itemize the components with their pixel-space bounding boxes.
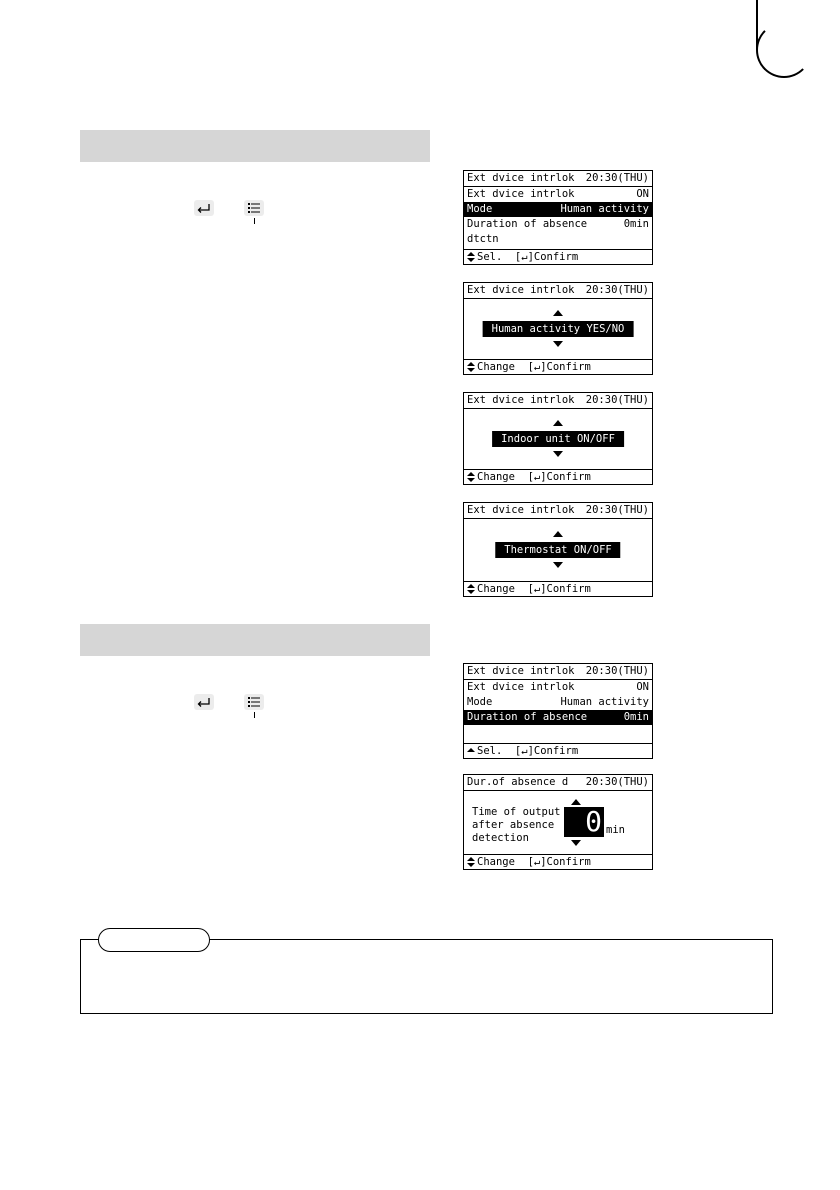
down-arrow-icon[interactable]: [553, 451, 563, 457]
section-header-band: [80, 624, 430, 656]
option-value: Indoor unit ON/OFF: [492, 431, 624, 447]
menu-list-icon: [244, 200, 264, 216]
lcd-screen-settings: [463, 170, 653, 265]
lcd-title: Ext dvice intrlok: [467, 172, 575, 184]
lcd-screen-option: [463, 392, 653, 485]
lcd-row[interactable]: Mode Human activity: [467, 696, 649, 708]
lcd-time: 20:30: [585, 394, 618, 406]
up-arrow-icon[interactable]: [553, 531, 563, 537]
lcd-time: 20:30: [585, 284, 618, 296]
lcd-row[interactable]: Duration of absence dtctn 0min: [467, 218, 649, 245]
lcd-time: 20:30: [585, 665, 618, 677]
lcd-title: Ext dvice intrlok: [467, 665, 575, 677]
section-header-band: [80, 130, 430, 162]
up-down-arrow-icon: [467, 362, 475, 372]
up-down-arrow-icon: [467, 584, 475, 594]
enter-key-icon: [194, 200, 214, 216]
lcd-title: Dur.of absence d: [467, 776, 569, 788]
lcd-screen-duration: [463, 774, 653, 870]
down-arrow-icon[interactable]: [553, 341, 563, 347]
up-down-arrow-icon: [467, 252, 475, 262]
up-arrow-icon: [467, 746, 475, 756]
lcd-title-bar: [464, 171, 652, 187]
up-arrow-icon[interactable]: [553, 310, 563, 316]
lcd-time: 20:30: [585, 172, 618, 184]
duration-description: Time of output after absence detection: [472, 806, 561, 844]
lcd-title: Ext dvice intrlok: [467, 504, 575, 516]
down-arrow-icon[interactable]: [571, 840, 581, 846]
lcd-footer: Sel. [↵]Confirm: [464, 249, 652, 264]
lcd-footer: Change [↵]Confirm: [464, 581, 652, 596]
lcd-screen-option: [463, 282, 653, 375]
lcd-time: 20:30: [585, 504, 618, 516]
option-value: Human activity YES/NO: [483, 321, 634, 337]
lcd-footer: Change [↵]Confirm: [464, 469, 652, 484]
lcd-title: Ext dvice intrlok: [467, 284, 575, 296]
down-arrow-icon[interactable]: [553, 562, 563, 568]
lcd-row[interactable]: Ext dvice intrlok ON: [467, 681, 649, 693]
lcd-day: (THU): [617, 172, 649, 184]
up-down-arrow-icon: [467, 857, 475, 867]
lcd-row[interactable]: Ext dvice intrlok ON: [467, 188, 649, 200]
option-value: Thermostat ON/OFF: [495, 542, 620, 558]
menu-list-icon: [244, 694, 264, 710]
lcd-title-bar: [464, 775, 652, 791]
duration-value[interactable]: 0: [564, 807, 604, 837]
lcd-title-bar: [464, 503, 652, 519]
lcd-day: (THU): [617, 665, 649, 677]
lcd-time: 20:30: [585, 776, 618, 788]
note-label-tab: [98, 928, 210, 952]
lcd-day: (THU): [617, 394, 649, 406]
lcd-screen-settings: [463, 663, 653, 759]
lcd-screen-option: [463, 502, 653, 597]
lcd-day: (THU): [617, 504, 649, 516]
lcd-title-bar: [464, 283, 652, 299]
up-arrow-icon[interactable]: [571, 799, 581, 805]
lcd-day: (THU): [617, 776, 649, 788]
lcd-footer: Change [↵]Confirm: [464, 359, 652, 374]
enter-key-icon: [194, 694, 214, 710]
lcd-title-bar: [464, 664, 652, 680]
lcd-day: (THU): [617, 284, 649, 296]
lcd-title-bar: [464, 393, 652, 409]
lcd-title: Ext dvice intrlok: [467, 394, 575, 406]
up-down-arrow-icon: [467, 472, 475, 482]
duration-unit: min: [606, 824, 625, 836]
pointer-line: [254, 218, 255, 224]
crop-mark-arc: [756, 22, 812, 78]
lcd-footer: Sel. [↵]Confirm: [464, 743, 652, 758]
up-arrow-icon[interactable]: [553, 420, 563, 426]
lcd-row-selected[interactable]: Mode Human activity: [464, 202, 652, 217]
lcd-footer: Change [↵]Confirm: [464, 854, 652, 869]
pointer-line: [254, 712, 255, 718]
lcd-row-selected[interactable]: Duration of absence dtctn 0min: [464, 710, 652, 725]
